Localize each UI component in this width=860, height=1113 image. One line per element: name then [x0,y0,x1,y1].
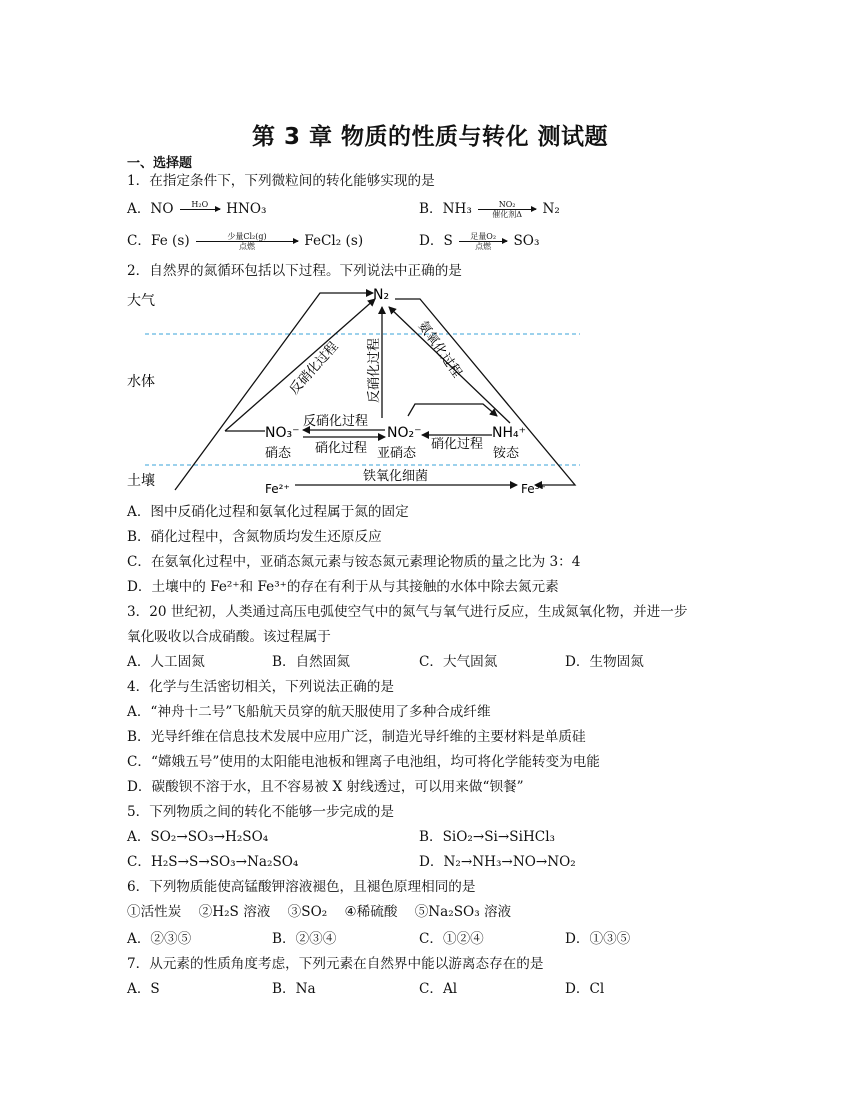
q1-option-a: A．NO H₂O HNO₃ [127,200,267,217]
q7-stem: 7．从元素的性质角度考虑，下列元素在自然界中能以游离态存在的是 [127,956,544,972]
q6-option-c: C．①②④ [419,931,484,947]
q7-option-d: D．Cl [565,981,605,997]
no3-name: 硝态 [265,446,292,461]
zone-air-label: 大气 [127,293,155,309]
nh4-name: 铵态 [493,446,520,461]
zone-soil-label: 土壤 [127,473,155,489]
page-title: 第 3 章 物质的性质与转化 测试题 [251,124,609,150]
fe3-label: Fe³⁺ [521,482,546,496]
q5-option-a: A．SO₂→SO₃→H₂SO₄ [127,829,269,845]
q2-option-d: D．土壤中的 Fe²⁺和 Fe³⁺的存在有利于从与其接触的水体中除去氮元素 [127,579,559,595]
q5-option-c: C．H₂S→S→SO₃→Na₂SO₄ [127,854,299,870]
q1-stem: 1．在指定条件下，下列微粒间的转化能够实现的是 [127,173,435,189]
q3-stem-line2: 氧化吸收以合成硝酸。该过程属于 [127,629,331,645]
q4-option-a: A．“神舟十二号”飞船航天员穿的航天服使用了多种合成纤维 [127,704,491,720]
q6-items: ①活性炭 ②H₂S 溶液 ③SO₂ ④稀硫酸 ⑤Na₂SO₃ 溶液 [127,904,512,920]
denitrify-left-arrow [225,299,375,431]
anammox-link [408,404,497,416]
denitrify-mid-label: 反硝化过程 [367,337,382,403]
anammox-label: 氨氧化过程 [414,318,465,381]
q2-option-b: B．硝化过程中，含氮物质均发生还原反应 [127,529,382,545]
iron-bacteria-label: 铁氧化细菌 [363,469,429,484]
q3-stem-line1: 3．20 世纪初，人类通过高压电弧使空气中的氮气与氧气进行反应，生成氮氧化物，并进一步 [127,604,688,620]
q3-option-a: A．人工固氮 [127,654,205,670]
q5-option-d: D．N₂→NH₃→NO→NO₂ [419,854,576,870]
fe2-label: Fe²⁺ [265,482,290,496]
q4-stem: 4．化学与生活密切相关，下列说法正确的是 [127,679,394,695]
nitrify-left-label: 硝化过程 [315,441,368,456]
q6-option-a: A．②③⑤ [127,931,192,947]
denitrify-left-label: 反硝化过程 [286,339,342,398]
q3-option-c: C．大气固氮 [419,654,498,670]
nitrogen-cycle-diagram [125,285,585,500]
q5-stem: 5．下列物质之间的转化不能够一步完成的是 [127,804,394,820]
q7-option-c: C．Al [419,981,458,997]
section-heading: 一、选择题 [127,156,193,171]
q1-option-b: B．NH₃ NO₂ 催化剂Δ N₂ [419,200,560,219]
no2-name: 亚硝态 [377,446,417,461]
q6-option-d: D．①③⑤ [565,931,631,947]
q6-option-b: B．②③④ [272,931,337,947]
q7-option-b: B．Na [272,981,316,997]
q6-stem: 6．下列物质能使高锰酸钾溶液褪色，且褪色原理相同的是 [127,879,476,895]
nh4-label: NH₄⁺ [492,425,527,441]
q3-option-b: B．自然固氮 [272,654,350,670]
q4-option-d: D．碳酸钡不溶于水，且不容易被 X 射线透过，可以用来做“钡餐” [127,779,524,795]
no3-label: NO₃⁻ [265,425,300,441]
q5-option-b: B．SiO₂→Si→SiHCl₃ [419,829,555,845]
q4-option-b: B．光导纤维在信息技术发展中应用广泛，制造光导纤维的主要材料是单质硅 [127,729,586,745]
nitrify-right-label: 硝化过程 [431,437,484,452]
no2-label: NO₂⁻ [387,425,422,441]
q2-option-a: A．图中反硝化过程和氨氧化过程属于氮的固定 [127,504,409,520]
q2-stem: 2．自然界的氮循环包括以下过程。下列说法中正确的是 [127,263,462,279]
zone-water-label: 水体 [127,374,155,390]
q4-option-c: C．“嫦娥五号”使用的太阳能电池板和锂离子电池组，均可将化学能转变为电能 [127,754,600,770]
q7-option-a: A．S [127,981,160,997]
q3-option-d: D．生物固氮 [565,654,644,670]
n2-label: N₂ [373,287,390,303]
q1-option-c: C．Fe (s) 少量Cl₂(g) 点燃 FeCl₂ (s) [127,232,364,251]
q1-option-d: D．S 足量O₂ 点燃 SO₃ [419,232,540,251]
denitrify-h-label: 反硝化过程 [303,414,369,429]
q2-option-c: C．在氨氧化过程中，亚硝态氮元素与铵态氮元素理论物质的量之比为 3：4 [127,554,581,570]
